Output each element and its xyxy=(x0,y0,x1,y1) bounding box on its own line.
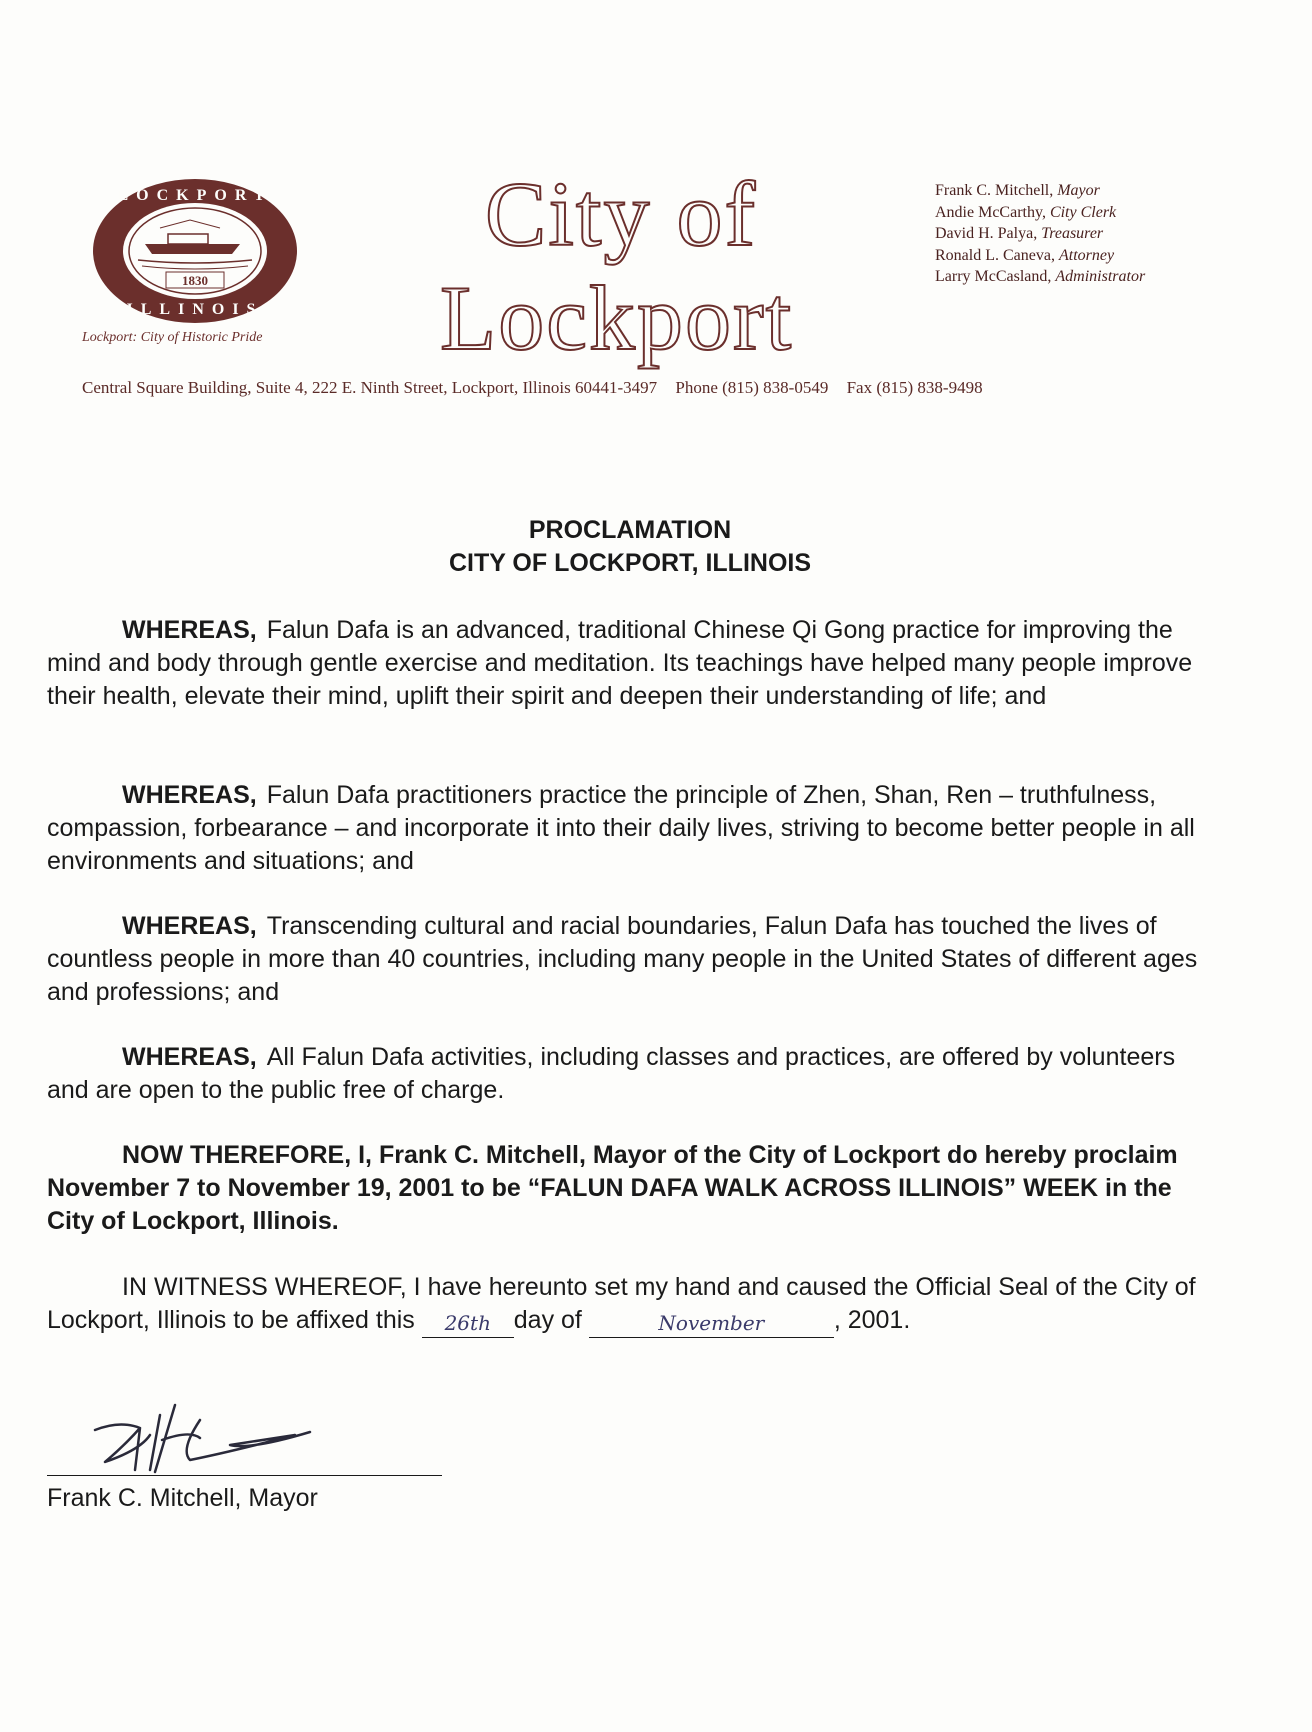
signature-line xyxy=(47,1475,442,1476)
official-name: Larry McCasland, xyxy=(935,268,1052,285)
brand-line-1: City of xyxy=(485,163,758,265)
official-name: Ronald L. Caneva, xyxy=(935,246,1055,264)
witness-day-handwritten: 26th xyxy=(422,1309,514,1338)
proclamation-title: PROCLAMATION xyxy=(528,516,732,544)
official-row xyxy=(935,266,1145,288)
whereas-keyword: WHEREAS, xyxy=(122,616,257,644)
fax-number: Fax (815) 838-9498 xyxy=(846,378,983,397)
whereas-paragraph xyxy=(47,779,1207,878)
official-name: Frank C. Mitchell, xyxy=(935,182,1054,199)
proclamation-subtitle: CITY OF LOCKPORT, ILLINOIS xyxy=(448,549,812,577)
whereas-keyword: WHEREAS, xyxy=(122,1043,257,1071)
official-row xyxy=(935,223,1145,245)
official-row xyxy=(935,202,1145,224)
whereas-keyword: WHEREAS, xyxy=(122,781,257,809)
witness-month-handwritten: November xyxy=(589,1309,834,1338)
city-tagline: Lockport: City of Historic Pride xyxy=(82,330,263,345)
official-role: Mayor xyxy=(1057,182,1100,199)
whereas-text: Falun Dafa is an advanced, traditional Chinese Qi Gong practice for improving the mind and body through gentle exercise and meditation. Its teachings have helped many people improve their health, elevate their mind, uplift their spirit and deepen their understanding of life; and xyxy=(47,616,1193,710)
street-address: Central Square Building, Suite 4, 222 E. Ninth Street, Lockport, Illinois 60441-3497 xyxy=(82,378,658,397)
official-row xyxy=(935,245,1145,267)
whereas-keyword: WHEREAS, xyxy=(122,912,257,940)
witness-day-of: day of xyxy=(513,1306,582,1334)
official-role: City Clerk xyxy=(1049,203,1117,221)
official-name: Andie McCarthy, xyxy=(935,203,1046,221)
officials-list xyxy=(935,180,1145,288)
whereas-paragraph xyxy=(47,1041,1207,1107)
witness-year: , 2001. xyxy=(833,1306,911,1334)
official-role: Administrator xyxy=(1055,268,1146,285)
whereas-text: Falun Dafa practitioners practice the principle of Zhen, Shan, Ren – truthfulness, compassion, forbearance – and incorporate it into their daily lives, striving to become better people in all environments and situations; and xyxy=(47,781,1195,875)
city-seal-logo xyxy=(90,176,300,326)
witness-paragraph xyxy=(47,1271,1207,1337)
official-role: Treasurer xyxy=(1041,225,1104,242)
brand-line-2: Lockport xyxy=(440,267,794,369)
whereas-paragraph xyxy=(47,910,1207,1009)
phone-number: Phone (815) 838-0549 xyxy=(675,378,829,397)
whereas-paragraph xyxy=(47,614,1207,713)
signer-name: Frank C. Mitchell, Mayor xyxy=(47,1484,318,1512)
whereas-text: All Falun Dafa activities, including classes and practices, are offered by volunteers and are open to the public free of charge. xyxy=(47,1043,1176,1104)
official-name: David H. Palya, xyxy=(935,225,1038,242)
mayor-signature xyxy=(80,1390,350,1480)
whereas-text: Transcending cultural and racial boundaries, Falun Dafa has touched the lives of countless people in more than 40 countries, including many people in the United States of different ages and professions; and xyxy=(47,912,1198,1006)
seal-bottom-text: ILLINOIS xyxy=(126,301,264,318)
official-row xyxy=(935,180,1145,202)
now-therefore-paragraph xyxy=(47,1139,1207,1238)
seal-top-text: LOCKPORT xyxy=(117,187,273,204)
witness-text: IN WITNESS WHEREOF, I have hereunto set my hand and caused the Official Seal of the City of Lockport, Illinois to be affixed this xyxy=(47,1273,1196,1334)
seal-year: 1830 xyxy=(182,273,208,288)
official-role: Attorney xyxy=(1058,246,1115,264)
now-therefore-text: NOW THEREFORE, I, Frank C. Mitchell, Mayor of the City of Lockport do hereby proclaim November 7 to November 19, 2001 to be “FALUN DAFA WALK ACROSS ILLINOIS” WEEK in the City of Lockport, Illinois. xyxy=(47,1141,1178,1235)
letterhead-address xyxy=(82,378,1242,398)
